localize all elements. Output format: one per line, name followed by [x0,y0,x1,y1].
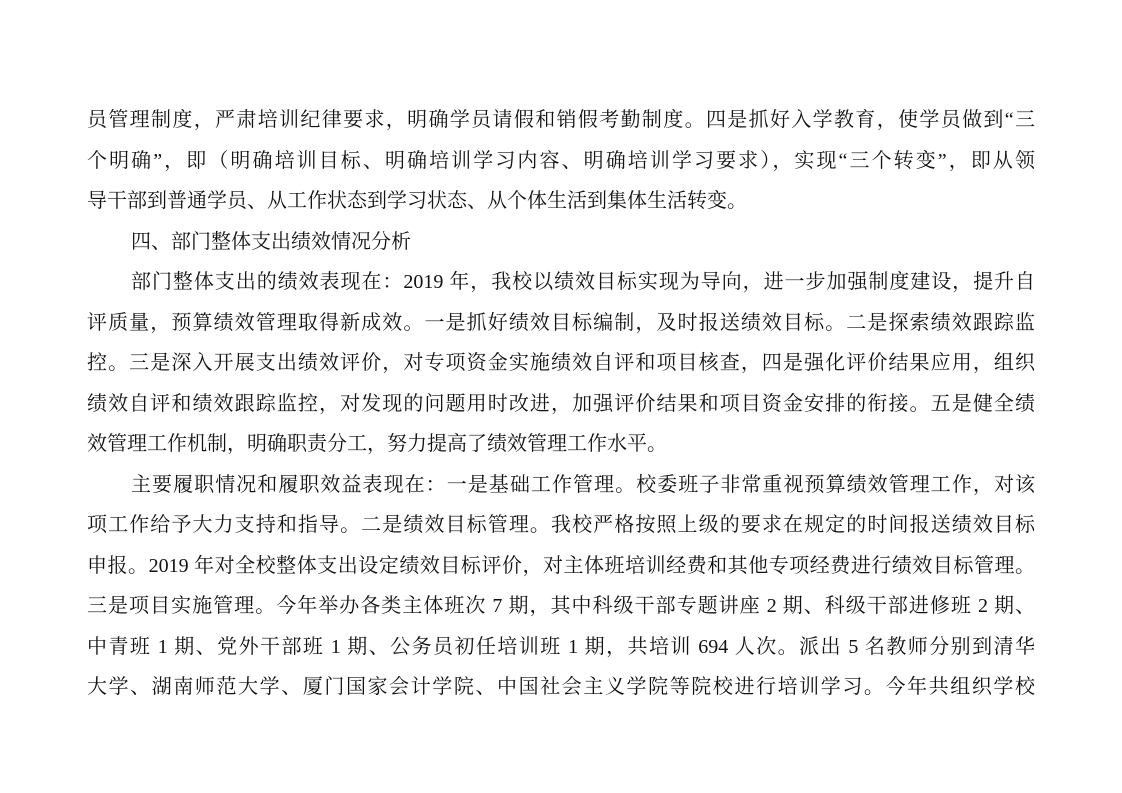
text-line: 项工作给予大力支持和指导。二是绩效目标管理。我校严格按照上级的要求在规定的时间报送绩效目标 [87,514,1035,536]
text-line: 中青班 1 期、党外干部班 1 期、公务员初任培训班 1 期，共培训 694 人次。派出 5 名教师分别到清华 [87,635,1035,658]
section-heading: 四、部门整体支出绩效情况分析 [131,230,411,253]
text-line: 主要履职情况和履职效益表现在：一是基础工作管理。校委班子非常重视预算绩效管理工作，对该 [131,473,1035,496]
text-line: 大学、湖南师范大学、厦门国家会计学院、中国社会主义学院等院校进行培训学习。今年共组织学校 [87,676,1035,698]
text-line: 员管理制度，严肃培训纪律要求，明确学员请假和销假考勤制度。四是抓好入学教育，使学员做到“三 [87,109,1035,131]
text-line: 导干部到普通学员、从工作状态到学习状态、从个体生活到集体生活转变。 [87,190,747,212]
text-line: 绩效自评和绩效跟踪监控，对发现的问题用时改进，加强评价结果和项目资金安排的衔接。五是健全绩 [87,392,1035,415]
text-line: 效管理工作机制，明确职责分工，努力提高了绩效管理工作水平。 [87,433,667,455]
document-text-block [87,100,1035,708]
text-line: 控。三是深入开展支出绩效评价，对专项资金实施绩效自评和项目核查，四是强化评价结果应用，组织 [87,352,1035,374]
text-line: 个明确”，即（明确培训目标、明确培训学习内容、明确培训学习要求），实现“三个转变”，即从领 [87,149,1035,172]
text-line: 部门整体支出的绩效表现在：2019 年，我校以绩效目标实现为导向，进一步加强制度建设，提升自 [131,271,1035,293]
text-line: 申报。2019 年对全校整体支出设定绩效目标评价，对主体班培训经费和其他专项经费进行绩效目标管理。 [87,554,1035,577]
text-line: 评质量，预算绩效管理取得新成效。一是抓好绩效目标编制，及时报送绩效目标。二是探索绩效跟踪监 [87,311,1035,334]
text-line: 三是项目实施管理。今年举办各类主体班次 7 期，其中科级干部专题讲座 2 期、科级干部进修班 2 期、 [87,595,1035,617]
